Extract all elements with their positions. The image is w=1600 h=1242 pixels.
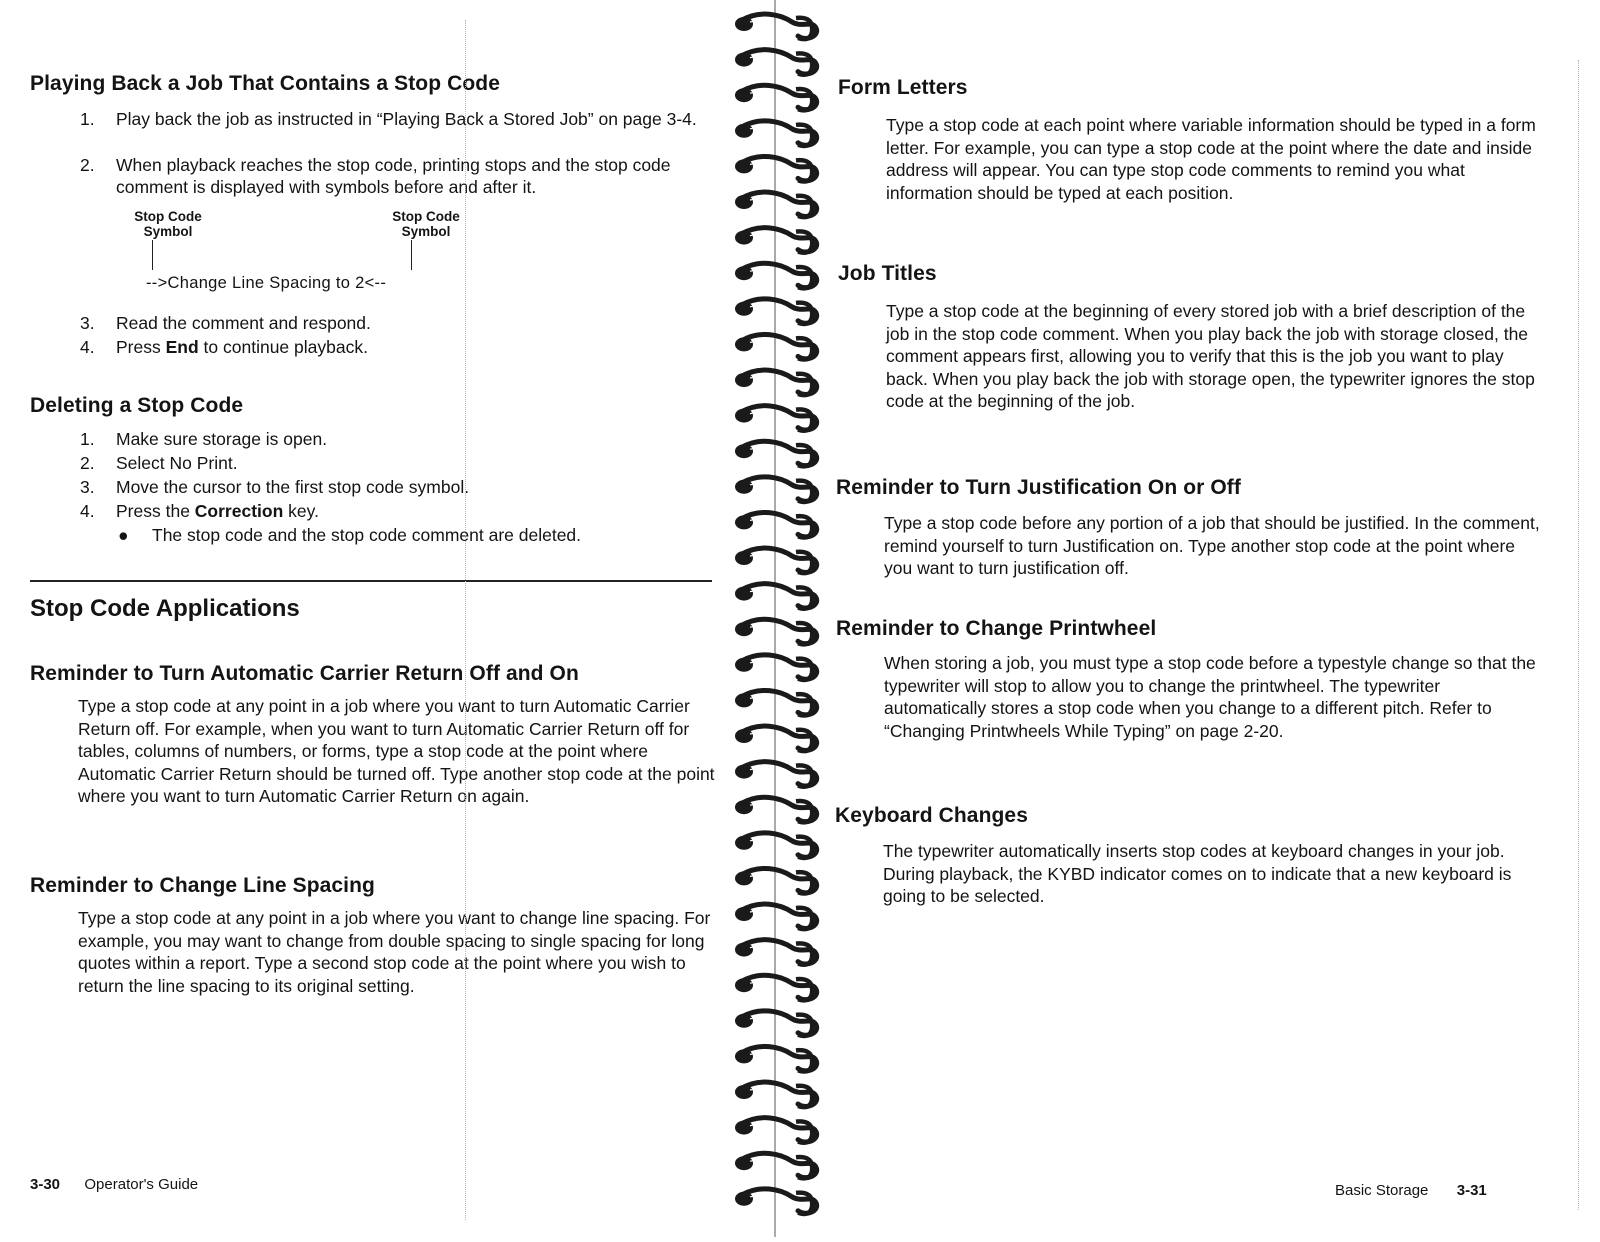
line-spacing-heading: Reminder to Change Line Spacing	[30, 874, 375, 897]
step-number: 1.	[80, 109, 95, 129]
right-footer	[1335, 1182, 1487, 1199]
coil-loop	[735, 477, 817, 502]
deleting-step-2	[80, 452, 715, 474]
coil-loop	[735, 192, 817, 217]
printwheel-heading: Reminder to Change Printwheel	[836, 617, 1157, 640]
job-titles-body: Type a stop code at the beginning of every stored job with a brief description of the job in the stop code comment. When you play back the job with storage closed, the comment appears first, allowing you to verify that this is the job you want to play back. When you play back the job with storage open, the typewriter ignores the stop code at the beginning of the job.	[886, 301, 1535, 411]
job-titles-heading: Job Titles	[838, 262, 937, 285]
step-text	[116, 336, 715, 358]
step-text: Select No Print.	[116, 453, 238, 473]
deleting-step-1	[80, 428, 715, 450]
stop-code-symbol-label-left: Stop Code Symbol	[134, 209, 202, 239]
auto-carrier-body: Type a stop code at any point in a job where you want to turn Automatic Carrier Return off. For example, when you want to turn Automatic Carrier Return off for tables, columns of numbers, or forms, type a stop code at the point where Automatic Carrier Return should be turned off. Type another stop code at the point where you want to turn Automatic Carrier Return on again.	[78, 696, 715, 806]
coil-loop	[735, 975, 817, 1000]
playing-back-step-4	[80, 336, 715, 358]
stop-code-symbol-label-right: Stop Code Symbol	[392, 209, 460, 239]
step-text: Read the comment and respond.	[116, 313, 371, 333]
justification-heading: Reminder to Turn Justification On or Off	[836, 476, 1241, 499]
keyboard-body: The typewriter automatically inserts stop codes at keyboard changes in your job. During playback, the KYBD indicator comes on to indicate that a new keyboard is going to be selected.	[883, 841, 1512, 906]
symbol-pointer-right	[411, 240, 412, 270]
coil-loop	[735, 833, 817, 858]
form-letters-heading: Form Letters	[838, 76, 968, 99]
step-text: Move the cursor to the first stop code symbol.	[116, 477, 470, 497]
step-number: 4.	[80, 337, 95, 357]
left-footer-title: Operator's Guide	[84, 1176, 199, 1193]
coil-loop	[735, 940, 817, 965]
key-name-correction: Correction	[194, 501, 284, 521]
section-title: Stop Code Applications	[30, 595, 300, 622]
step-number: 3.	[80, 477, 95, 497]
coil-loop	[735, 1118, 817, 1143]
coil-loop	[735, 334, 817, 359]
coil-loop	[735, 121, 817, 146]
deleting-step-3	[80, 476, 715, 498]
coil-loop	[735, 370, 817, 395]
printwheel-body: When storing a job, you must type a stop code before a typestyle change so that the typewriter will stop to allow you to change the printwheel. The typewriter automatically stores a stop code when you change to a different pitch. Refer to “Changing Printwheels While Typing” on page 2-20.	[884, 653, 1536, 741]
coil-loop	[735, 1011, 817, 1036]
key-name-end: End	[165, 337, 199, 357]
coil-loop	[735, 1046, 817, 1071]
right-footer-title: Basic Storage	[1335, 1182, 1429, 1199]
spiral-coil-icon	[730, 0, 830, 1237]
deleting-heading: Deleting a Stop Code	[30, 394, 244, 417]
left-footer	[30, 1176, 198, 1193]
coil-loop	[735, 228, 817, 253]
playing-back-step-1	[80, 108, 715, 152]
playing-back-heading: Playing Back a Job That Contains a Stop Code	[30, 72, 500, 95]
coil-loop	[735, 299, 817, 324]
coil-loop	[735, 263, 817, 288]
bullet-text: The stop code and the stop code comment are deleted.	[152, 525, 582, 545]
coil-loop	[735, 85, 817, 110]
playing-back-step-3	[80, 312, 715, 334]
spiral-binding	[730, 0, 830, 1237]
symbol-pointer-left	[152, 240, 153, 270]
coil-loop	[735, 50, 817, 75]
coil-loop	[735, 512, 817, 537]
coil-loop	[735, 406, 817, 431]
step-text	[116, 500, 715, 522]
step-number: 2.	[80, 453, 95, 473]
coil-loop	[735, 548, 817, 573]
coil-loop	[735, 14, 817, 39]
right-page-number: 3-31	[1456, 1182, 1487, 1199]
coil-loop	[735, 1082, 817, 1107]
right-page	[830, 0, 1600, 1237]
auto-carrier-heading: Reminder to Turn Automatic Carrier Return Off and On	[30, 662, 579, 685]
step-text: When playback reaches the stop code, printing stops and the stop code comment is displayed with symbols before and after it.	[116, 155, 671, 197]
coil-loop	[735, 441, 817, 466]
bullet-dot-icon: ●	[118, 525, 129, 545]
coil-loop	[735, 904, 817, 929]
form-letters-body: Type a stop code at each point where variable information should be typed in a form letter. For example, you can type a stop code at the point where the date and inside address will appear. You can type stop code comments to remind you what information should be typed at each position.	[886, 115, 1536, 203]
step-number: 2.	[80, 155, 95, 175]
step-text-post: key.	[283, 501, 319, 521]
step-text-pre: Press the	[116, 501, 195, 521]
keyboard-heading: Keyboard Changes	[835, 804, 1028, 827]
step-number: 1.	[80, 429, 95, 449]
step-number: 4.	[80, 501, 95, 521]
step-text: Play back the job as instructed in “Playing Back a Stored Job” on page 3-4.	[116, 109, 697, 129]
coil-loop	[735, 690, 817, 715]
coil-loop	[735, 655, 817, 680]
left-page	[0, 0, 730, 1237]
coil-loop	[735, 726, 817, 751]
stop-code-example: -->Change Line Spacing to 2<--	[146, 274, 387, 292]
coil-loop	[735, 584, 817, 609]
step-text: Make sure storage is open.	[116, 429, 328, 449]
coil-loop	[735, 797, 817, 822]
playing-back-step-2	[80, 154, 715, 198]
scan-guide-line	[465, 20, 466, 1220]
step-text-pre: Press	[116, 337, 166, 357]
coil-loop	[735, 156, 817, 181]
deleting-step-4	[80, 500, 715, 522]
coil-loop	[735, 1153, 817, 1178]
coil-loop	[735, 762, 817, 787]
justification-body: Type a stop code before any portion of a job that should be justified. In the comment, remind yourself to turn Justification on. Type another stop code at the point where you want to turn justification off.	[884, 513, 1540, 578]
line-spacing-body: Type a stop code at any point in a job where you want to change line spacing. For example, you may want to change from double spacing to single spacing for long quotes within a report. Type a second stop code at the point where you wish to return the line spacing to its original setting.	[78, 908, 711, 996]
coil-loop	[735, 619, 817, 644]
coil-loop	[735, 868, 817, 893]
section-divider	[30, 580, 712, 582]
step-number: 3.	[80, 313, 95, 333]
step-text-post: to continue playback.	[198, 337, 368, 357]
coil-loop	[735, 1189, 817, 1214]
left-page-number: 3-30	[30, 1176, 61, 1193]
